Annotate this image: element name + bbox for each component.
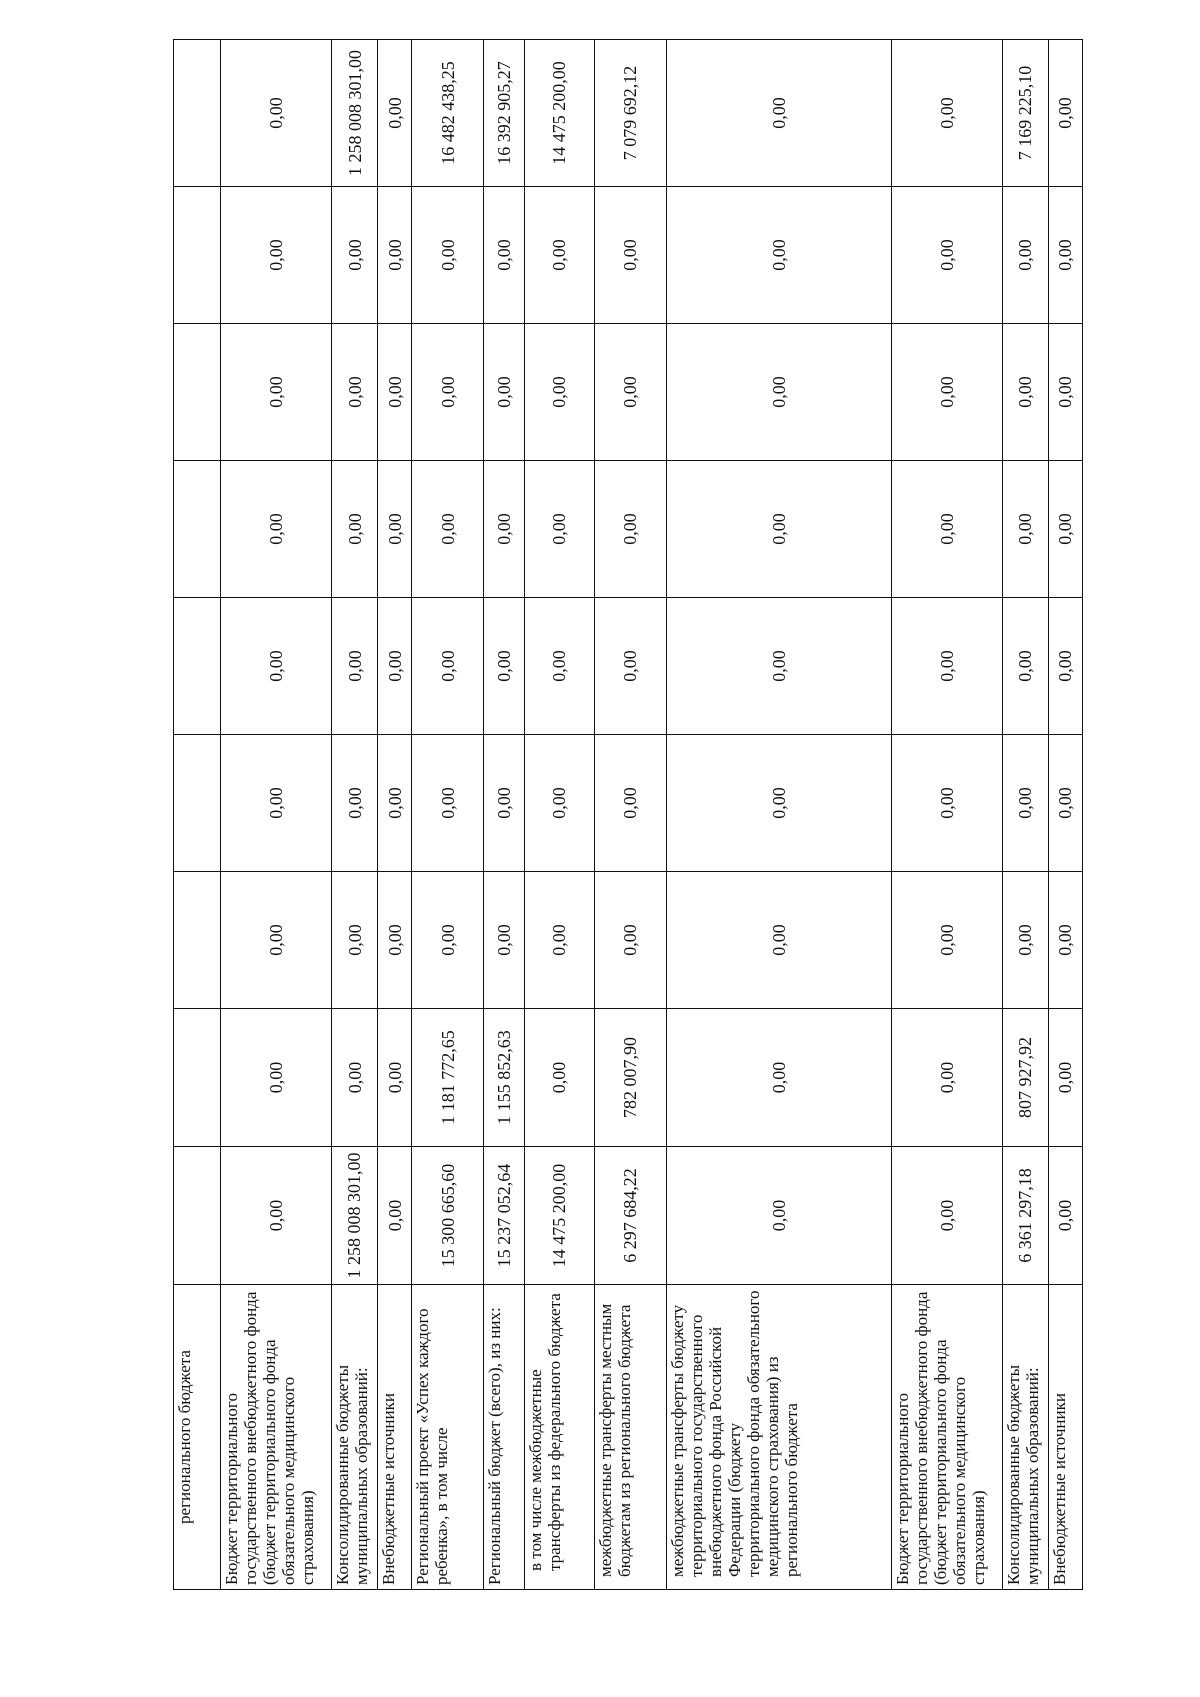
value-cell: 0,00 [666, 40, 891, 187]
value-cell [174, 598, 221, 735]
value-cell: 0,00 [378, 187, 412, 324]
value-cell: 0,00 [378, 324, 412, 461]
value-cell: 0,00 [666, 735, 891, 872]
value-cell: 0,00 [331, 461, 377, 598]
table-row [484, 40, 525, 1590]
row-label: Консолидированные бюджеты муниципальных образований: [1002, 1285, 1048, 1590]
value-cell: 0,00 [484, 735, 525, 872]
table-row [666, 40, 891, 1590]
value-cell: 0,00 [666, 872, 891, 1009]
value-cell: 1 181 772,65 [412, 1009, 484, 1147]
value-cell [174, 461, 221, 598]
value-cell: 0,00 [594, 324, 666, 461]
value-cell: 0,00 [1002, 461, 1048, 598]
value-cell: 0,00 [892, 187, 1003, 324]
value-cell: 0,00 [1049, 461, 1083, 598]
value-cell: 0,00 [331, 598, 377, 735]
value-cell: 0,00 [892, 1009, 1003, 1147]
row-label: Консолидированные бюджеты муниципальных образований: [331, 1285, 377, 1590]
value-cell: 0,00 [1049, 324, 1083, 461]
value-cell: 0,00 [524, 324, 594, 461]
value-cell: 0,00 [378, 1009, 412, 1147]
value-cell: 0,00 [378, 461, 412, 598]
value-cell [174, 1147, 221, 1285]
value-cell: 0,00 [892, 461, 1003, 598]
value-cell: 16 392 905,27 [484, 40, 525, 187]
table-row [524, 40, 594, 1590]
value-cell: 0,00 [412, 735, 484, 872]
value-cell: 0,00 [331, 324, 377, 461]
row-label: Внебюджетные источники [1049, 1285, 1083, 1590]
value-cell: 0,00 [594, 187, 666, 324]
value-cell [174, 872, 221, 1009]
value-cell: 0,00 [221, 324, 332, 461]
value-cell: 0,00 [484, 187, 525, 324]
table-row [594, 40, 666, 1590]
value-cell: 0,00 [221, 735, 332, 872]
value-cell: 1 258 008 301,00 [331, 40, 377, 187]
table-row [892, 40, 1003, 1590]
value-cell: 0,00 [666, 598, 891, 735]
value-cell: 0,00 [1049, 40, 1083, 187]
value-cell: 0,00 [221, 187, 332, 324]
value-cell: 0,00 [1002, 324, 1048, 461]
value-cell: 0,00 [221, 598, 332, 735]
value-cell: 0,00 [524, 1009, 594, 1147]
value-cell: 0,00 [484, 324, 525, 461]
row-label: регионального бюджета [174, 1285, 221, 1590]
value-cell: 782 007,90 [594, 1009, 666, 1147]
value-cell: 0,00 [666, 461, 891, 598]
value-cell: 0,00 [1049, 187, 1083, 324]
value-cell: 0,00 [524, 461, 594, 598]
value-cell: 0,00 [412, 872, 484, 1009]
value-cell: 0,00 [221, 1009, 332, 1147]
row-label: Региональный проект «Успех каждого ребенка», в том числе [412, 1285, 484, 1590]
value-cell: 0,00 [378, 40, 412, 187]
table-row [1002, 40, 1048, 1590]
value-cell: 0,00 [221, 1147, 332, 1285]
value-cell: 0,00 [594, 598, 666, 735]
value-cell: 1 258 008 301,00 [331, 1147, 377, 1285]
value-cell: 0,00 [594, 872, 666, 1009]
value-cell: 0,00 [1002, 187, 1048, 324]
budget-table-body [174, 40, 1083, 1590]
table-row [1049, 40, 1083, 1590]
row-label: Региональный бюджет (всего), из них: [484, 1285, 525, 1590]
value-cell: 0,00 [331, 735, 377, 872]
table-row [174, 40, 221, 1590]
value-cell: 0,00 [484, 598, 525, 735]
value-cell: 0,00 [666, 1009, 891, 1147]
value-cell: 0,00 [378, 598, 412, 735]
value-cell: 0,00 [412, 324, 484, 461]
budget-table [173, 39, 1083, 1590]
value-cell [174, 735, 221, 872]
value-cell: 1 155 852,63 [484, 1009, 525, 1147]
value-cell: 0,00 [378, 735, 412, 872]
value-cell: 807 927,92 [1002, 1009, 1048, 1147]
table-row [412, 40, 484, 1590]
value-cell: 0,00 [524, 187, 594, 324]
row-label: межбюджетные трансферты бюджету территориального государственного внебюджетного фонда Российской Федерации (бюджету территориального фонда обязательного медицинского страхования) из регионального бюджета [666, 1285, 891, 1590]
value-cell: 0,00 [221, 461, 332, 598]
value-cell: 0,00 [331, 1009, 377, 1147]
value-cell [174, 40, 221, 187]
value-cell: 0,00 [221, 40, 332, 187]
value-cell: 0,00 [594, 735, 666, 872]
row-label: Бюджет территориального государственного внебюджетного фонда (бюджет территориального фонда обязательного медицинского страхования) [892, 1285, 1003, 1590]
value-cell: 0,00 [378, 872, 412, 1009]
value-cell: 0,00 [378, 1147, 412, 1285]
value-cell: 16 482 438,25 [412, 40, 484, 187]
row-label: межбюджетные трансферты местным бюджетам из регионального бюджета [594, 1285, 666, 1590]
value-cell: 0,00 [594, 461, 666, 598]
value-cell: 7 079 692,12 [594, 40, 666, 187]
value-cell: 0,00 [666, 187, 891, 324]
value-cell: 0,00 [1002, 598, 1048, 735]
value-cell: 0,00 [221, 872, 332, 1009]
value-cell: 0,00 [1049, 1147, 1083, 1285]
value-cell: 0,00 [524, 598, 594, 735]
row-label: в том числе межбюджетные трансферты из федерального бюджета [524, 1285, 594, 1590]
value-cell: 7 169 225,10 [1002, 40, 1048, 187]
value-cell: 0,00 [1049, 598, 1083, 735]
value-cell: 0,00 [1049, 872, 1083, 1009]
value-cell: 0,00 [1002, 872, 1048, 1009]
value-cell: 0,00 [892, 1147, 1003, 1285]
value-cell: 14 475 200,00 [524, 40, 594, 187]
value-cell: 0,00 [1049, 1009, 1083, 1147]
value-cell: 0,00 [484, 872, 525, 1009]
value-cell: 0,00 [412, 461, 484, 598]
value-cell: 0,00 [412, 598, 484, 735]
value-cell: 0,00 [892, 872, 1003, 1009]
row-label: Бюджет территориального государственного внебюджетного фонда (бюджет территориального фонда обязательного медицинского страхования) [221, 1285, 332, 1590]
value-cell: 0,00 [331, 872, 377, 1009]
table-row [221, 40, 332, 1590]
row-label: Внебюджетные источники [378, 1285, 412, 1590]
value-cell: 15 237 052,64 [484, 1147, 525, 1285]
table-row [331, 40, 377, 1590]
value-cell: 0,00 [412, 187, 484, 324]
value-cell: 0,00 [892, 598, 1003, 735]
value-cell: 6 297 684,22 [594, 1147, 666, 1285]
value-cell: 6 361 297,18 [1002, 1147, 1048, 1285]
value-cell [174, 1009, 221, 1147]
value-cell: 0,00 [484, 461, 525, 598]
value-cell: 14 475 200,00 [524, 1147, 594, 1285]
value-cell: 0,00 [666, 324, 891, 461]
value-cell: 15 300 665,60 [412, 1147, 484, 1285]
value-cell: 0,00 [892, 40, 1003, 187]
value-cell [174, 324, 221, 461]
rotated-page [173, 50, 1083, 1590]
value-cell: 0,00 [524, 872, 594, 1009]
table-row [378, 40, 412, 1590]
value-cell [174, 187, 221, 324]
value-cell: 0,00 [1002, 735, 1048, 872]
value-cell: 0,00 [892, 324, 1003, 461]
value-cell: 0,00 [1049, 735, 1083, 872]
value-cell: 0,00 [331, 187, 377, 324]
value-cell: 0,00 [524, 735, 594, 872]
value-cell: 0,00 [892, 735, 1003, 872]
value-cell: 0,00 [666, 1147, 891, 1285]
